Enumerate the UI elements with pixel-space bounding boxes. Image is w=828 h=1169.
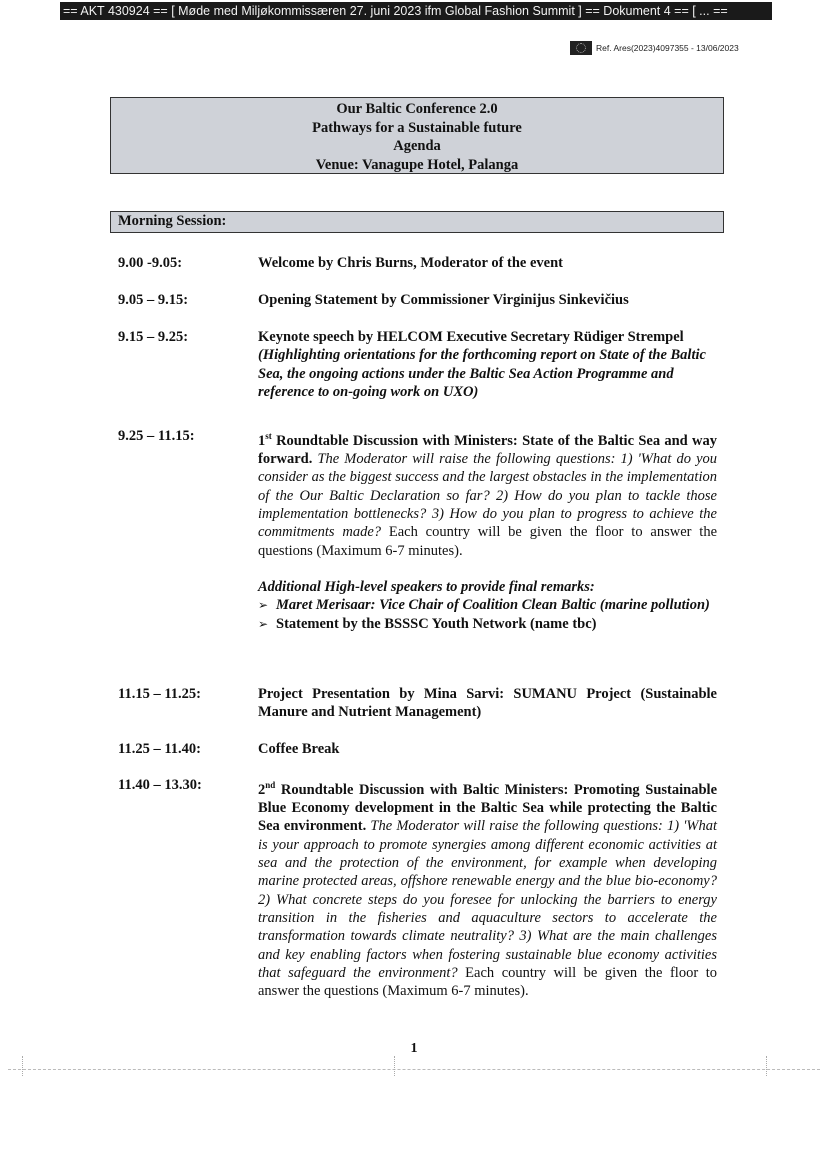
conference-title: Our Baltic Conference 2.0: [336, 101, 498, 117]
footer-tick: [22, 1056, 24, 1076]
agenda-text: Opening Statement by Commissioner Virginijus Sinkevičius: [258, 292, 629, 308]
roundtable-note: Each country will be given the floor to answer the questions (Maximum 6-7 minutes).: [258, 524, 718, 559]
ordinal-suffix: nd: [265, 780, 276, 790]
roundtable-questions: The Moderator will raise the following questions: 1) 'What is your approach to promote synergies among different economic activities at sea and the protection of the environment, for example when developing marine protected areas, offshore renewable energy and the blue bio-economy? 2) What concrete steps do you foresee for unlocking the barriers to energy transition in the fisheries and aquaculture sectors to accelerate the transformation towards climate neutrality? 3) What are the main challenges and key enabling factors when fostering sustainable blue economy activities that safeguard the environment?: [258, 818, 717, 981]
reference-text: Ref. Ares(2023)4097355 - 13/06/2023: [596, 43, 739, 53]
keynote-title: Keynote speech by HELCOM Executive Secretary Rüdiger Strempel: [258, 329, 684, 345]
ordinal-suffix: st: [265, 431, 272, 441]
footer-divider: [8, 1069, 820, 1070]
arrow-bullet-icon: ➢: [258, 616, 269, 631]
agenda-time: 9.05 – 9.15:: [118, 292, 189, 308]
roundtable-note: Each country will be given the floor to answer the questions (Maximum 6-7 minutes).: [258, 964, 717, 1000]
footer-tick: [766, 1056, 768, 1076]
agenda-time: 9.15 – 9.25:: [118, 329, 189, 345]
conference-subtitle: Pathways for a Sustainable future: [312, 119, 522, 136]
agenda-text: [258, 776, 717, 1000]
venue: Venue: Vanagupe Hotel, Palanga: [315, 156, 519, 173]
roundtable-questions: The Moderator will raise the following questions: 1) 'What do you consider as the biggest success and the largest obstacles in the implementation of the Our Baltic Declaration so far? 2) How do you plan to tackle those implementation bottlenecks? 3) How do you plan to progress to achieve the commitments made?: [258, 451, 718, 541]
agenda-time: 11.15 – 11.25:: [118, 686, 201, 702]
session-heading: Morning Session:: [110, 211, 724, 233]
page-number: 1: [410, 1041, 418, 1056]
reference-stamp: [570, 40, 739, 56]
agenda-heading: Agenda: [393, 138, 441, 154]
ordinal: 1: [258, 432, 266, 449]
agenda-time: 11.25 – 11.40:: [118, 741, 201, 757]
bullet-text: Maret Merisaar: Vice Chair of Coalition Clean Baltic (marine pollution): [276, 597, 710, 614]
list-item: [258, 615, 717, 633]
agenda-text: [258, 328, 717, 401]
roundtable-title: Roundtable Discussion with Ministers: State of the Baltic Sea and way forward.: [258, 432, 718, 468]
bullet-text: Statement by the BSSSC Youth Network (name tbc): [276, 615, 597, 632]
arrow-bullet-icon: ➢: [258, 598, 269, 613]
eu-flag-icon: [570, 41, 592, 55]
list-item: [258, 596, 717, 614]
agenda-time: 11.40 – 13.30:: [118, 777, 202, 793]
agenda-time: 9.25 – 11.15:: [118, 428, 195, 444]
document-header-bar: == AKT 430924 == [ Møde med Miljøkommissæren 27. juni 2023 ifm Global Fashion Summit ] == Dokument 4 == [ ... ==: [60, 2, 772, 20]
keynote-note: (Highlighting orientations for the forthcoming report on State of the Baltic Sea, the ongoing actions under the Baltic Sea Action Programme and reference to on-going work on UXO): [258, 347, 706, 400]
footer-tick: [394, 1056, 396, 1076]
roundtable-title: Roundtable Discussion with Baltic Ministers: Promoting Sustainable Blue Economy development in the Baltic Sea while protecting the Baltic Sea environment.: [258, 781, 718, 835]
agenda-time: 9.00 -9.05:: [118, 255, 183, 271]
ordinal: 2: [258, 781, 266, 798]
agenda-text: [258, 427, 717, 633]
additional-speakers-heading: Additional High-level speakers to provide final remarks:: [258, 578, 595, 595]
agenda-text: Welcome by Chris Burns, Moderator of the event: [258, 255, 563, 271]
agenda-text: Coffee Break: [258, 741, 340, 757]
agenda-text: Project Presentation by Mina Sarvi: SUMANU Project (Sustainable Manure and Nutrient Management): [258, 686, 717, 721]
title-box: [110, 97, 724, 174]
